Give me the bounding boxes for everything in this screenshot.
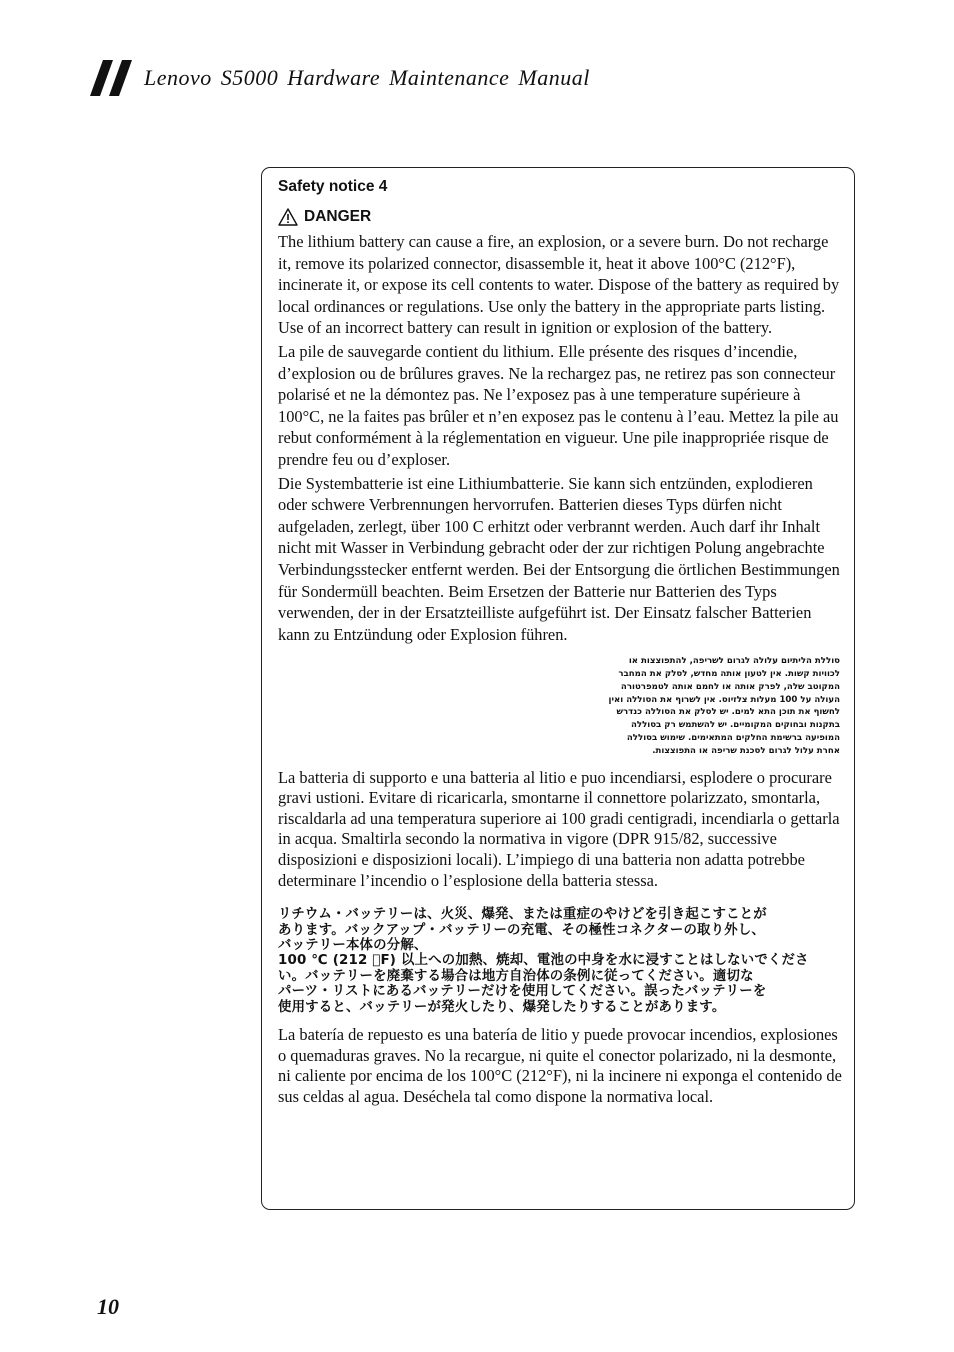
notice-title: Safety notice 4 xyxy=(278,178,388,195)
hebrew-line: בתקנות ובחוקים המקומיים. יש להשתמש רק בסוללה xyxy=(630,720,840,731)
japanese-line: い。バッテリーを廃棄する場合は地方自治体の条例に従ってください。適切な xyxy=(278,968,754,984)
hebrew-line: המופיעה ברשימת החלקים המתאימים. שימוש בסוללה xyxy=(626,733,840,744)
japanese-line: パーツ・リストにあるバッテリーだけを使用してください。誤ったバッテリーを xyxy=(278,984,767,1000)
notice-paragraph-it: La batteria di supporto e una batteria al litio e puo incendiarsi, esplodere o procurare gravi ustioni. Evitare di ricaricarla, smontarne il connettore polarizzato, smontarla, riscaldarla ad una temperatura superiore ai 100 gradi centigradi, incendiarla o gettarla in acqua. Smaltirla secondo la normativa in vigore (DPR 915/82, successive disposizioni e disposizioni locali). L’impiego di una batteria non adatta potrebbe determinare l’incendio o l’esplosione della batteria stessa. xyxy=(278,767,840,890)
hebrew-line: העולה על 100 מעלות צלזיוס. אין לשרוף את הסוללה ואין xyxy=(608,694,840,705)
hebrew-line: לכוויות קשות. אין לטעון אותה מחדש, לסלק את המחבר xyxy=(618,669,840,680)
page-header xyxy=(90,58,590,98)
japanese-line: 使用すると、バッテリーが発火したり、爆発したりすることがあります。 xyxy=(278,999,726,1015)
danger-heading xyxy=(278,207,842,227)
notice-paragraph-de: Die Systembatterie ist eine Lithiumbatterie. Sie kann sich entzünden, explodieren oder schwere Verbrennungen hervorrufen. Batterien dieses Typs dürfen nicht aufgeladen, zerlegt, über 100 C erhitzt oder verbrannt werden. Auch darf ihr Inhalt nicht mit Wasser in Verbindung gebracht oder der zur richtigen Polung angebrachte Verbindungsstecker entfernt werden. Bei der Entsorgung die örtlichen Bestimmungen für Sondermüll beachten. Beim Ersetzen der Batterie nur Batterien des Typs verwenden, der in der Ersatzteilliste aufgeführt ist. Der Einsatz falscher Batterien kann zu Entzündung oder Explosion führen. xyxy=(278,473,840,644)
hebrew-line: סוללת הליתיום עלולה לגרום לשריפה, להתפוצצות או xyxy=(628,656,840,667)
notice-paragraph-es: La batería de repuesto es una batería de litio y puede provocar incendios, explosiones o quemaduras graves. No la recargue, ni quite el conector polarizado, ni la desmonte, ni caliente por encima de los 100°C (212°F), ni la incinere ni exponga el contenido de sus celdas al agua. Deséchela tal como dispone la normativa local. xyxy=(278,1025,842,1106)
warning-triangle-icon xyxy=(278,208,298,226)
japanese-line: リチウム・バッテリーは、火災、爆発、または重症のやけどを引き起こすことが xyxy=(278,907,767,923)
manual-title: Lenovo S5000 Hardware Maintenance Manual xyxy=(144,65,590,90)
hebrew-line: לחשוף את תוכן התא למים. יש לסלק את הסוללה כנדרש xyxy=(616,707,840,718)
hebrew-line: המקוטב שלה, לפרק אותה או לחמם אותה לטמפרטורה xyxy=(620,681,840,692)
notice-paragraph-ja xyxy=(278,907,842,1015)
japanese-line: 100 ℃ (212 ゚F) 以上への加熱、焼却、電池の中身を水に浸すことはしないでくださ xyxy=(278,953,809,969)
double-slash-logo-icon xyxy=(90,60,134,96)
hebrew-line: אחרת עלול לגרום לסכנת שריפה או התפוצצות. xyxy=(652,745,840,756)
page-number: 10 xyxy=(97,1294,119,1319)
japanese-line: あります。バックアップ・バッテリーの充電、その極性コネクターの取り外し、 xyxy=(278,922,765,938)
japanese-line: バッテリー本体の分解、 xyxy=(278,938,428,954)
safety-notice-box xyxy=(261,167,855,1210)
notice-paragraph-he xyxy=(278,655,842,757)
danger-label: DANGER xyxy=(304,208,372,225)
notice-paragraph-en: The lithium battery can cause a fire, an explosion, or a severe burn. Do not recharge it, remove its polarized connector, disassemble it, heat it above 100°C (212°F), incinerate it, or expose its cell contents to water. Dispose of the battery as required by local ordinances or regulations. Use only the battery in the appropriate parts listing. Use of an incorrect battery can result in ignition or explosion of the battery. xyxy=(278,232,840,338)
notice-paragraph-fr: La pile de sauvegarde contient du lithium. Elle présente des risques d’incendie, d’explosion ou de brûlures graves. Ne la rechargez pas, ne retirez pas son connecteur polarisé et ne la démontez pas. Ne l’exposez pas à une temperature supérieure à 100°C, ne la faites pas brûler et n’en exposez pas le contenu à l’eau. Mettez la pile au rebut conformément à la réglementation en vigueur. Une pile inappropriée risque de prendre feu ou d’exploser. xyxy=(278,341,839,469)
